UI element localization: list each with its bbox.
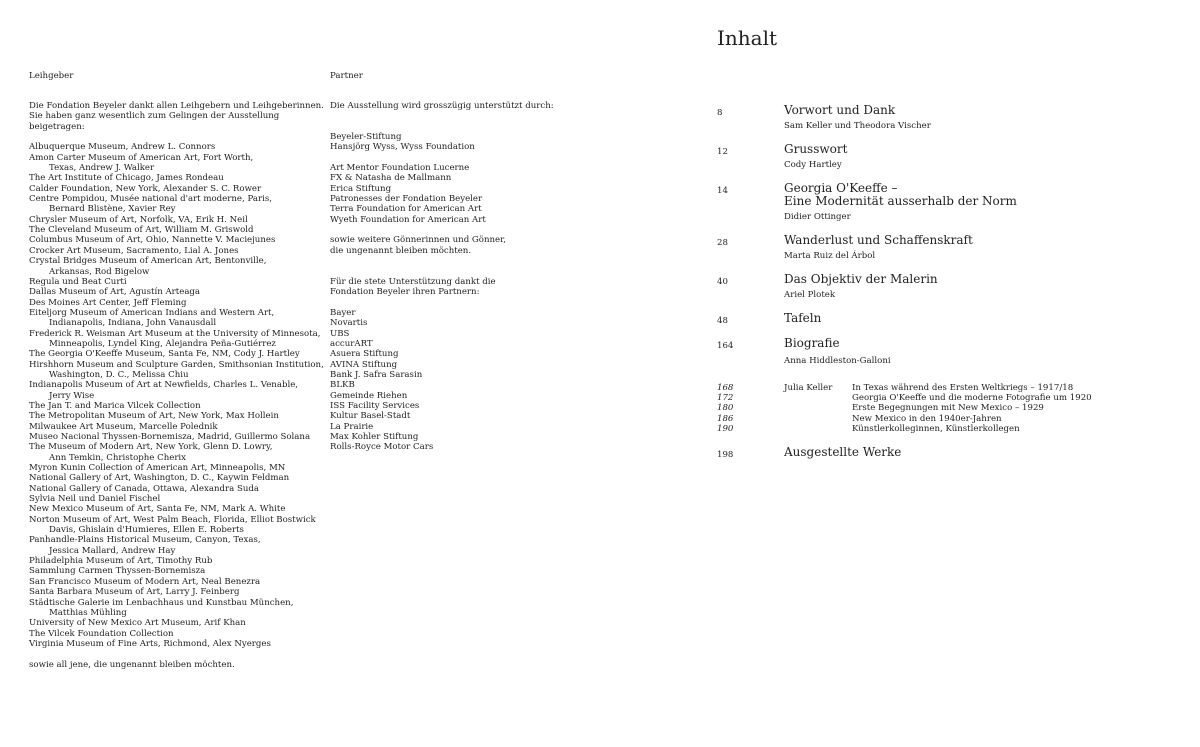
bio-chapter-title: Künstlerkolleginnen, Künstlerkollegen [852,424,1020,434]
toc-entry-title: Ausgestellte Werke [784,445,902,459]
lender-entry: Crystal Bridges Museum of American Art, Bentonville, [29,256,267,267]
partner-line: accurART [330,338,373,349]
partners-group-main [330,132,580,153]
lender-entry-continuation: Minneapolis, Lyndel King, Alejandra Peña-Gutiérrez [49,338,276,349]
lender-entry: Museo Nacional Thyssen-Bornemisza, Madrid, Guillermo Solana [29,432,311,442]
lender-entry: Indianapolis Museum of Art at Newfields, Charles L. Venable, [29,380,299,391]
lender-entry: New Mexico Museum of Art, Santa Fe, NM, Mark A. White [29,504,286,515]
toc-entry-title: Tafeln [784,311,822,325]
partners-column [330,101,580,453]
partners-donors-note [330,235,580,256]
partner-line: FX & Natasha de Mallmann [330,173,452,184]
partners-thanks-note [330,277,580,298]
lender-entry: Des Moines Art Center, Jeff Fleming [29,297,187,308]
toc-page-number: 28 [717,238,728,248]
partner-line: Bank J. Safra Sarasin [330,369,423,380]
lenders-intro-line: Sie haben ganz wesentlich zum Gelingen der Ausstellung [29,111,280,122]
lender-entry: Calder Foundation, New York, Alexander S. C. Rower [29,183,262,194]
partner-line: Asuera Stiftung [330,349,399,360]
partner-line: ISS Facility Services [330,400,420,411]
partner-line: La Prairie [330,421,374,432]
lender-entry: The Cleveland Museum of Art, William M. Griswold [29,225,254,236]
toc-entry-title: Das Objektiv der Malerin [784,272,938,286]
lenders-intro-line: Die Fondation Beyeler dankt allen Leihgebern und Leihgeberinnen. [29,101,324,111]
lender-entry: Crocker Art Museum, Sacramento, Lial A. Jones [29,245,239,256]
lender-entry: Philadelphia Museum of Art, Timothy Rub [29,556,213,567]
bio-page-number: 186 [717,414,734,424]
lender-entry: Dallas Museum of Art, Agustín Arteaga [29,287,201,298]
partner-line: Bayer [330,307,356,318]
lender-entry: Centre Pompidou, Musée national d'art moderne, Paris, [29,194,272,205]
partner-line: Gemeinde Riehen [330,390,408,401]
lender-entry: Sammlung Carmen Thyssen-Bornemisza [29,566,206,577]
toc-title: Inhalt [717,26,778,50]
partner-line: Art Mentor Foundation Lucerne [330,163,470,174]
lender-entry: The Museum of Modern Art, New York, Glenn D. Lowry, [29,442,273,453]
partner-line: die ungenannt bleiben möchten. [330,245,472,256]
lenders-heading: Leihgeber [29,71,74,81]
toc-page-number: 14 [717,186,728,196]
toc-entry-author: Marta Ruiz del Árbol [784,251,876,261]
partner-line: Max Kohler Stiftung [330,432,419,442]
lender-entry: Myron Kunin Collection of American Art, Minneapolis, MN [29,463,286,474]
partners-group-corporate [330,308,580,453]
partner-line: Rolls-Royce Motor Cars [330,442,434,453]
partner-line: UBS [330,328,350,339]
toc-page-number: 198 [717,450,734,460]
lender-entry: Frederick R. Weisman Art Museum at the University of Minnesota, [29,328,321,339]
lender-entry: Panhandle-Plains Historical Museum, Canyon, Texas, [29,535,261,546]
lender-entry: Chrysler Museum of Art, Norfolk, VA, Erik H. Neil [29,214,248,225]
lender-entry: Milwaukee Art Museum, Marcelle Polednik [29,421,218,432]
partner-line: Erica Stiftung [330,183,392,194]
lender-entry-continuation: Davis, Ghislain d'Humieres, Ellen E. Roberts [49,525,244,536]
lender-entry: University of New Mexico Art Museum, Arif Khan [29,618,246,629]
partners-group-foundations [330,163,580,225]
lender-entry: The Jan T. and Marica Vilcek Collection [29,400,201,411]
partner-line: AVINA Stiftung [330,359,398,370]
lender-entry: San Francisco Museum of Modern Art, Neal Benezra [29,576,261,587]
toc-entry-author: Cody Hartley [784,160,842,170]
lender-entry-continuation: Ann Temkin, Christophe Cherix [49,452,187,463]
toc-entry-author: Didier Ottinger [784,212,851,222]
bio-page-number: 190 [717,424,734,434]
toc-entry-author: Anna Hiddleston-Galloni [784,356,891,366]
lender-entry: The Metropolitan Museum of Art, New York, Max Hollein [29,411,279,422]
partner-line: Kultur Basel-Stadt [330,411,411,422]
lender-entry: The Art Institute of Chicago, James Rondeau [29,173,224,184]
lender-entry: National Gallery of Canada, Ottawa, Alexandra Suda [29,483,260,494]
lender-entry-continuation: Indianapolis, Indiana, John Vanausdall [49,318,217,329]
toc-page-number: 164 [717,341,734,351]
lenders-closing: sowie all jene, die ungenannt bleiben möchten. [29,659,235,670]
bio-page-number: 168 [717,383,734,393]
partner-line: Hansjörg Wyss, Wyss Foundation [330,142,475,153]
bio-chapter-title: Georgia O'Keeffe und die moderne Fotografie um 1920 [852,393,1092,403]
lender-entry-continuation: Arkansas, Rod Bigelow [49,266,150,277]
partner-line: BLKB [330,380,355,391]
toc-entry-author: Sam Keller und Theodora Vischer [784,121,931,131]
bio-page-number: 172 [717,393,734,403]
toc-page-number: 48 [717,316,728,326]
lender-entry: Santa Barbara Museum of Art, Larry J. Feinberg [29,587,240,598]
toc-page-number: 40 [717,277,728,287]
lender-entry: Städtische Galerie im Lenbachhaus und Kunstbau München, [29,597,294,608]
lender-entry: Norton Museum of Art, West Palm Beach, Florida, Elliot Bostwick [29,514,316,525]
partner-line: sowie weitere Gönnerinnen und Gönner, [330,235,507,246]
lender-entry: Amon Carter Museum of American Art, Fort Worth, [29,152,254,163]
partners-intro: Die Ausstellung wird grosszügig unterstützt durch: [330,101,554,111]
toc-entry-title: Wanderlust und Schaffenskraft [784,233,973,247]
partner-line: Terra Foundation for American Art [330,204,482,215]
bio-chapter-title: New Mexico in den 1940er-Jahren [852,414,1002,424]
partner-line: Für die stete Unterstützung dankt die [330,276,496,287]
lender-entry: National Gallery of Art, Washington, D. C., Kaywin Feldman [29,473,290,484]
bio-chapter-title: In Texas während des Ersten Weltkriegs – 1917/18 [852,383,1074,393]
partner-line: Fondation Beyeler ihren Partnern: [330,287,480,298]
bio-chapter-title: Erste Begegnungen mit New Mexico – 1929 [852,403,1044,413]
lender-entry: Regula und Beat Curti [29,276,127,287]
lender-entry: The Georgia O'Keeffe Museum, Santa Fe, NM, Cody J. Hartley [29,349,300,360]
lender-entry-continuation: Jessica Mallard, Andrew Hay [49,545,176,556]
partner-line: Patronesses der Fondation Beyeler [330,194,483,205]
partner-line: Novartis [330,318,368,329]
lender-entry: Eiteljorg Museum of American Indians and Western Art, [29,307,275,318]
toc-entry-author: Ariel Plotek [784,290,836,300]
lender-entry-continuation: Jerry Wise [49,390,95,401]
toc-page-number: 8 [717,108,723,118]
partner-line: Wyeth Foundation for American Art [330,214,486,225]
toc-entry-title: Grusswort [784,142,848,156]
lenders-intro-line: beigetragen: [29,121,85,132]
lender-entry: Sylvia Neil und Daniel Fischel [29,494,161,505]
lender-entry-continuation: Washington, D. C., Melissa Chiu [49,369,189,380]
lender-entry: Columbus Museum of Art, Ohio, Nannette V. Maciejunes [29,235,276,246]
lender-entry: Virginia Museum of Fine Arts, Richmond, Alex Nyerges [29,638,271,649]
bio-page-number: 180 [717,403,734,413]
lender-entry: The Vilcek Foundation Collection [29,628,174,639]
lender-entry: Hirshhorn Museum and Sculpture Garden, Smithsonian Institution, [29,359,324,370]
bio-author: Julia Keller [784,383,833,393]
partner-line: Beyeler-Stiftung [330,132,402,143]
lenders-list [29,142,324,649]
lender-entry-continuation: Texas, Andrew J. Walker [49,163,155,174]
lenders-column [29,101,324,670]
lender-entry-continuation: Matthias Mühling [49,607,127,618]
toc-entry-title-line2: Eine Modernität ausserhalb der Norm [784,194,1017,208]
toc-entry-title: Georgia O'Keeffe – [784,181,898,195]
partners-heading: Partner [330,71,363,81]
toc-entry-title: Vorwort und Dank [784,103,896,117]
toc-entry-title: Biografie [784,336,840,350]
toc-page-number: 12 [717,147,728,157]
lender-entry-continuation: Bernard Blistène, Xavier Rey [49,204,176,215]
lender-entry: Albuquerque Museum, Andrew L. Connors [29,142,216,153]
